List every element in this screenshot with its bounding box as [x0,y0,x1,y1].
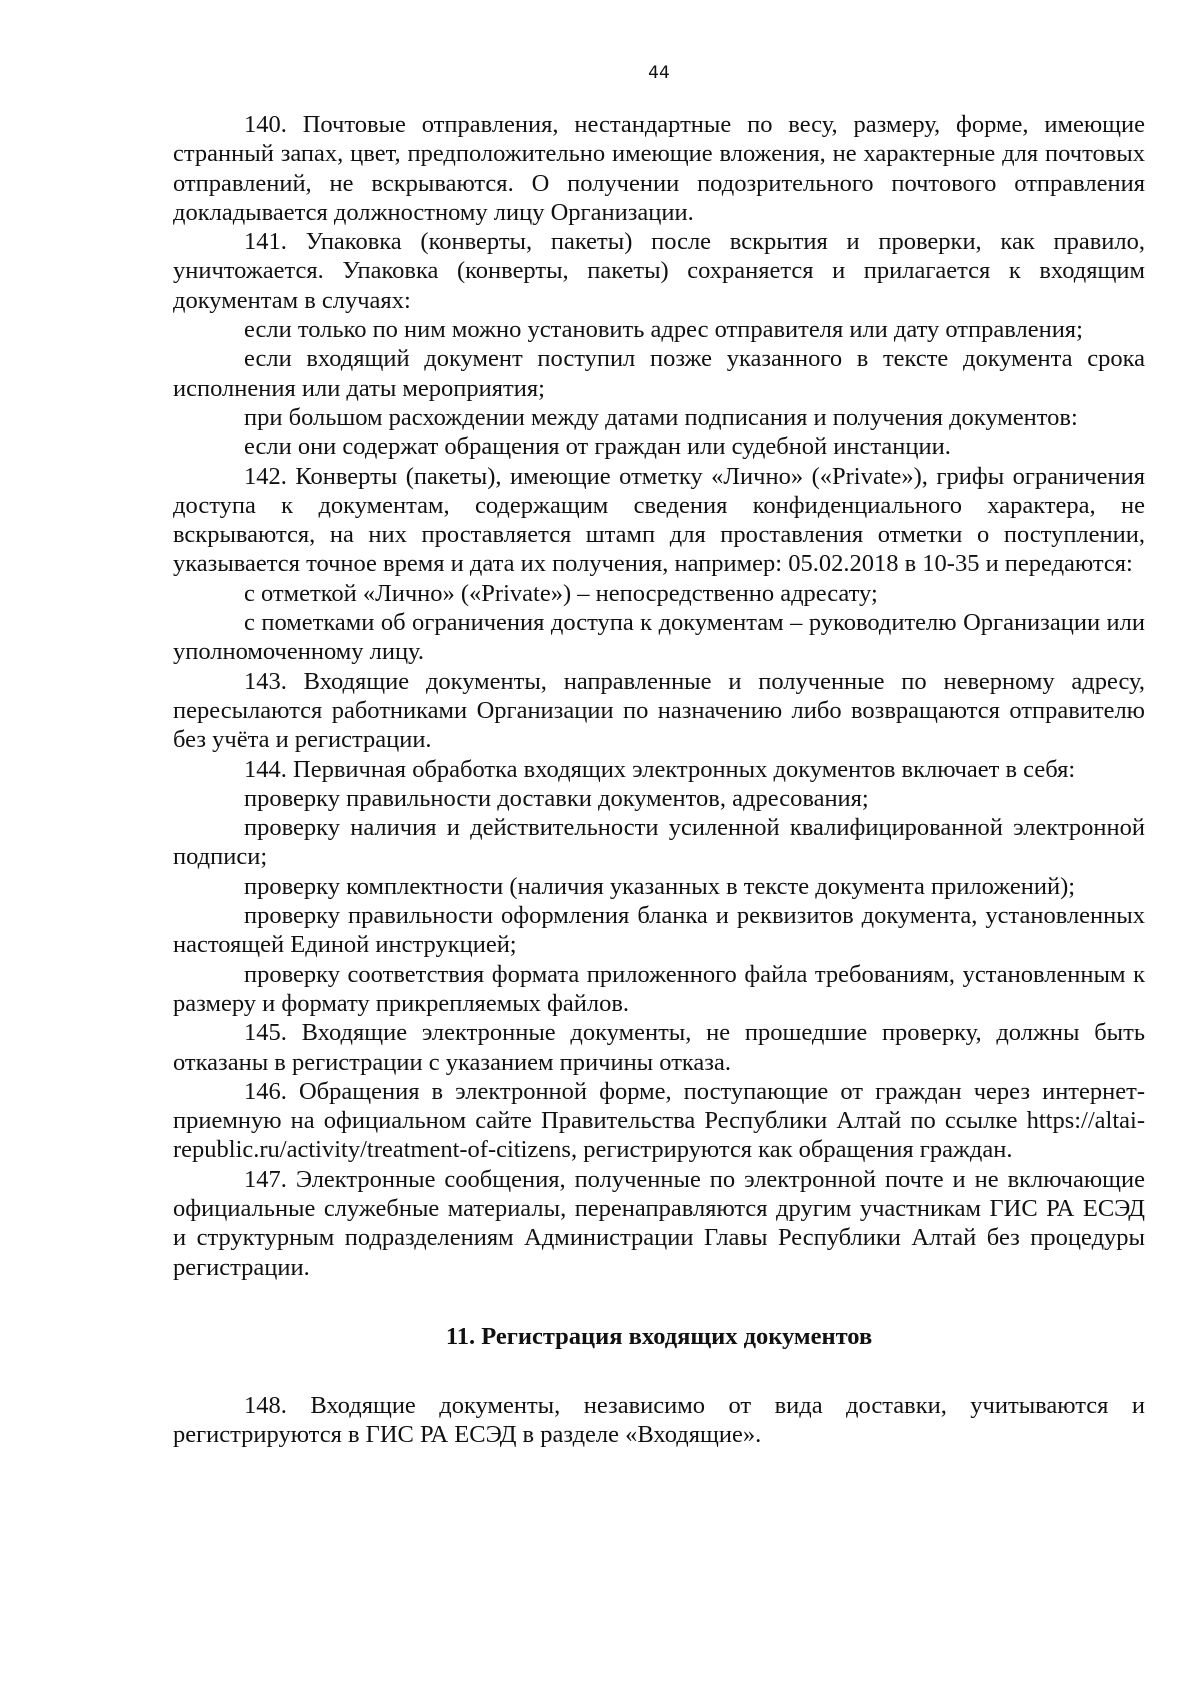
paragraph-146: 146. Обращения в электронной форме, поступающие от граждан через интернет-приемную на официальном сайте Правительства Республики Алтай по ссылке https://altai-republic.ru/activity/treatment-of-citizens, регистрируются как обращения граждан. [173,1077,1145,1164]
paragraph-143: 143. Входящие документы, направленные и полученные по неверному адресу, пересылаются работниками Организации по назначению либо возвращаются отправителю без учёта и регистрации. [173,667,1145,754]
paragraph-140: 140. Почтовые отправления, нестандартные по весу, размеру, форме, имеющие странный запах, цвет, предположительно имеющие вложения, не характерные для почтовых отправлений, не вскрываются. О получении подозрительного почтового отправления докладывается должностному лицу Организации. [173,111,1145,226]
document-page [173,62,1145,1450]
paragraph-142-item-2: с пометками об ограничения доступа к документам – руководителю Организации или уполномоченному лицу. [173,609,1145,666]
paragraph-147: 147. Электронные сообщения, полученные по электронной почте и не включающие официальные служебные материалы, перенаправляются другим участникам ГИС РА ЕСЭД и структурным подразделениям Администрации Главы Республики Алтай без процедуры регистрации. [173,1165,1145,1281]
paragraph-142: 142. Конверты (пакеты), имеющие отметку «Лично» («Private»), грифы ограничения доступа к документам, содержащим сведения конфиденциального характера, не вскрываются, на них проставляется штамп для проставления отметки о поступлении, указывается точное время и дата их получения, например: 05.02.2018 в 10-35 и передаются: [173,462,1145,578]
paragraph-145: 145. Входящие электронные документы, не прошедшие проверку, должны быть отказаны в регистрации с указанием причины отказа. [173,1019,1145,1076]
paragraph-141: 141. Упаковка (конверты, пакеты) после вскрытия и проверки, как правило, уничтожается. Упаковка (конверты, пакеты) сохраняется и прилагается к входящим документам в случаях: [173,228,1145,314]
paragraph-144-item-1: проверку правильности доставки документов, адресования; [244,784,869,812]
paragraph-144-item-3: проверку комплектности (наличия указанных в тексте документа приложений); [244,872,1076,900]
paragraph-144: 144. Первичная обработка входящих электронных документов включает в себя: [244,755,1076,783]
section-body-after [173,1391,1145,1450]
paragraph-141-item-4: если они содержат обращения от граждан или судебной инстанции. [244,433,951,461]
paragraph-141-item-3: при большом расхождении между датами подписания и получения документов: [244,403,1078,431]
paragraph-144-item-5: проверку соответствия формата приложенного файла требованиям, установленным к размеру и формату прикрепляемых файлов. [173,960,1145,1017]
paragraph-144-item-2: проверку наличия и действительности усиленной квалифицированной электронной подписи; [173,814,1145,871]
paragraph-141-item-1: если только по ним можно установить адрес отправителя или дату отправления; [244,316,1083,344]
paragraph-142-item-1: с отметкой «Лично» («Private») – непосредственно адресату; [244,579,878,607]
section-heading: 11. Регистрация входящих документов [445,1322,873,1350]
paragraph-148: 148. Входящие документы, независимо от вида доставки, учитываются и регистрируются в ГИС РА ЕСЭД в разделе «Входящие». [173,1392,1145,1449]
page-number: 44 [648,63,670,83]
paragraph-141-item-2: если входящий документ поступил позже указанного в тексте документа срока исполнения или даты мероприятия; [173,345,1145,402]
paragraph-144-item-4: проверку правильности оформления бланка и реквизитов документа, установленных настоящей Единой инструкцией; [173,902,1145,959]
section-body-before [173,110,1145,1282]
